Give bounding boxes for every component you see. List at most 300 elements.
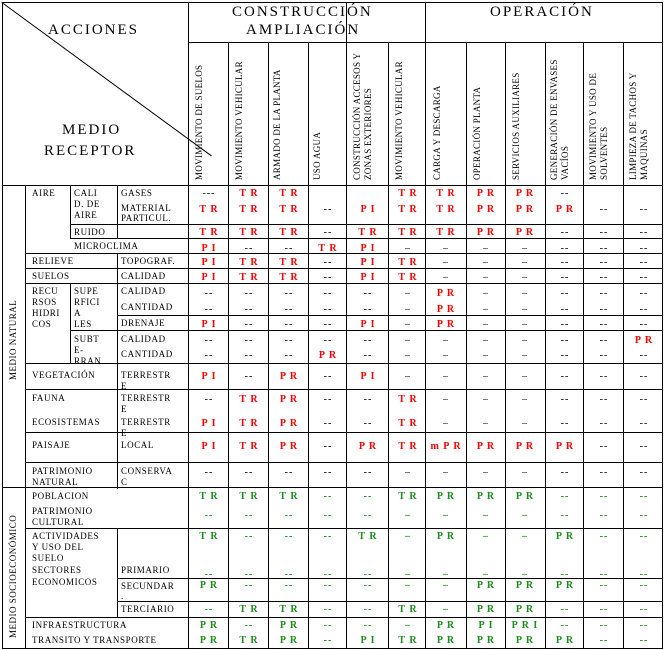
matrix-cell: T R <box>239 257 259 268</box>
matrix-cell: – <box>522 569 528 580</box>
matrix-cell: -- <box>560 319 570 330</box>
matrix-cell: -- <box>323 441 333 452</box>
matrix-cell: -- <box>639 418 649 429</box>
matrix-cell: -- <box>560 335 570 346</box>
matrix-cell: – <box>522 467 528 478</box>
matrix-cell: -- <box>244 580 254 591</box>
matrix-cell: – <box>443 371 449 382</box>
matrix-cell: -- <box>639 531 649 542</box>
matrix-cell: – <box>443 394 449 405</box>
matrix-cell: P R <box>515 188 535 199</box>
matrix-cell: -- <box>639 227 649 238</box>
matrix-cell: T R <box>199 227 219 238</box>
matrix-cell: P R <box>515 204 535 215</box>
matrix-cell: -- <box>363 288 373 299</box>
matrix-cell: – <box>405 580 411 591</box>
matrix-cell: P R <box>515 441 535 452</box>
matrix-cell: -- <box>599 510 609 521</box>
matrix-cell: -- <box>323 394 333 405</box>
matrix-cell: -- <box>599 580 609 591</box>
matrix-cell: P R <box>436 635 456 646</box>
matrix-cell: T R <box>279 204 299 215</box>
matrix-cell: – <box>522 335 528 346</box>
matrix-cell: -- <box>323 371 333 382</box>
matrix-cell: -- <box>599 227 609 238</box>
row-label-a: A <box>74 308 82 318</box>
row-label-particul: PARTICUL. <box>121 213 172 223</box>
matrix-cell: -- <box>599 604 609 615</box>
matrix-cell: – <box>443 335 449 346</box>
matrix-cell: P I <box>360 257 376 268</box>
matrix-cell: -- <box>244 319 254 330</box>
matrix-cell: T R <box>398 604 418 615</box>
matrix-cell: T R <box>398 394 418 405</box>
matrix-cell: -- <box>323 272 333 283</box>
matrix-cell: T R <box>436 204 456 215</box>
matrix-cell: P I <box>478 620 494 631</box>
row-label-terciario: TERCIARIO <box>121 604 175 614</box>
matrix-cell: -- <box>244 620 254 631</box>
matrix-cell: T R <box>398 204 418 215</box>
matrix-cell: T R <box>199 204 219 215</box>
matrix-cell: -- <box>599 304 609 315</box>
matrix-cell: T R <box>398 227 418 238</box>
row-label-cantidad-subt: CANTIDAD <box>121 349 173 359</box>
matrix-cell: T R <box>436 227 456 238</box>
row-label-pat-cult: PATRIMONIO <box>32 506 93 516</box>
matrix-cell: -- <box>560 304 570 315</box>
row-label-natural: NATURAL <box>32 477 79 487</box>
matrix-cell: T R <box>239 635 259 646</box>
matrix-cell: -- <box>639 620 649 631</box>
matrix-cell: -- <box>560 371 570 382</box>
matrix-cell: -- <box>204 467 214 478</box>
row-label-local: LOCAL <box>121 440 154 450</box>
matrix-cell: – <box>522 531 528 542</box>
row-label-aire2: AIRE <box>74 210 98 220</box>
matrix-cell: -- <box>560 604 570 615</box>
matrix-cell: T R <box>358 227 378 238</box>
matrix-cell: P R <box>515 580 535 591</box>
acciones-label: ACCIONES <box>48 22 140 38</box>
matrix-cell: P I <box>360 319 376 330</box>
row-label-infraestructura: INFRAESTRUCTURA <box>32 620 128 630</box>
matrix-cell: P R <box>279 418 299 429</box>
matrix-cell: – <box>522 257 528 268</box>
matrix-cell: -- <box>204 288 214 299</box>
matrix-cell: – <box>483 304 489 315</box>
row-label-relieve: RELIEVE <box>32 256 74 266</box>
matrix-cell: m P R <box>430 441 462 452</box>
col-header-8: OPERACIÓN PLANTA <box>472 86 482 180</box>
row-label-rsos: RSOS <box>32 297 57 307</box>
matrix-cell: – <box>483 418 489 429</box>
matrix-cell: -- <box>363 350 373 361</box>
matrix-cell: -- <box>284 304 294 315</box>
matrix-cell: -- <box>363 418 373 429</box>
matrix-cell: -- <box>204 604 214 615</box>
col-header-7: CARGA Y DESCARGA <box>432 85 442 180</box>
matrix-cell: -- <box>599 319 609 330</box>
matrix-cell: P R <box>199 620 219 631</box>
matrix-cell: – <box>443 272 449 283</box>
matrix-cell: -- <box>244 350 254 361</box>
matrix-cell: P I <box>201 257 217 268</box>
matrix-cell: P R <box>476 441 496 452</box>
matrix-cell: – <box>443 257 449 268</box>
matrix-cell: -- <box>284 510 294 521</box>
matrix-cell: – <box>522 394 528 405</box>
matrix-cell: P I <box>360 635 376 646</box>
row-label-patrimonio-natural: PATRIMONIO <box>32 466 93 476</box>
matrix-cell: T R <box>398 635 418 646</box>
matrix-cell: -- <box>599 620 609 631</box>
matrix-cell: -- <box>560 394 570 405</box>
row-label-aire: AIRE <box>32 188 56 198</box>
matrix-cell: -- <box>284 580 294 591</box>
matrix-cell: -- <box>599 418 609 429</box>
matrix-cell: – <box>483 288 489 299</box>
matrix-cell: P I <box>360 272 376 283</box>
row-label-rfici: RFICI <box>74 297 101 307</box>
matrix-cell: -- <box>639 272 649 283</box>
matrix-cell: -- <box>284 335 294 346</box>
matrix-cell: P I <box>201 418 217 429</box>
matrix-cell: -- <box>363 335 373 346</box>
matrix-cell: -- <box>560 491 570 502</box>
matrix-cell: -- <box>560 467 570 478</box>
matrix-cell: – <box>405 510 411 521</box>
matrix-cell: -- <box>244 510 254 521</box>
receptor-label: RECEPTOR <box>44 143 137 159</box>
row-label-terrestre-eco2: TERRESTR <box>121 417 171 427</box>
matrix-cell: -- <box>363 304 373 315</box>
matrix-cell: T R <box>239 604 259 615</box>
matrix-cell: -- <box>323 335 333 346</box>
matrix-cell: T R <box>239 227 259 238</box>
matrix-cell: -- <box>363 394 373 405</box>
matrix-cell: P R <box>279 371 299 382</box>
matrix-cell: -- <box>204 350 214 361</box>
matrix-cell: – <box>443 467 449 478</box>
matrix-cell: – <box>483 531 489 542</box>
row-label-terrestre-eco3: E <box>121 428 128 438</box>
matrix-cell: T R <box>318 243 338 254</box>
matrix-cell: -- <box>363 620 373 631</box>
matrix-cell: -- <box>599 243 609 254</box>
matrix-cell: T R <box>279 491 299 502</box>
matrix-cell: – <box>443 243 449 254</box>
matrix-cell: – <box>443 418 449 429</box>
matrix-cell: -- <box>363 580 373 591</box>
matrix-cell: T R <box>279 272 299 283</box>
matrix-cell: --- <box>202 188 216 199</box>
matrix-cell: -- <box>284 350 294 361</box>
matrix-cell: – <box>443 604 449 615</box>
matrix-cell: -- <box>639 319 649 330</box>
matrix-cell: -- <box>204 335 214 346</box>
col-header-5: CONSTRUCCIÓN ACCESOS Y ZONAS EXTERIORES <box>352 53 373 180</box>
matrix-cell: – <box>483 257 489 268</box>
col-header-6: MOVIMIENTO VEHICULAR <box>394 61 404 180</box>
matrix-cell: P I <box>201 319 217 330</box>
matrix-cell: T R <box>398 188 418 199</box>
matrix-cell: – <box>522 319 528 330</box>
matrix-cell: -- <box>323 531 333 542</box>
matrix-cell: T R <box>239 441 259 452</box>
matrix-cell: -- <box>639 604 649 615</box>
row-label-primario: PRIMARIO <box>121 565 170 575</box>
matrix-cell: P R <box>555 635 575 646</box>
matrix-cell: – <box>405 288 411 299</box>
matrix-cell: – <box>405 350 411 361</box>
row-label-uso-suelo: Y USO DEL <box>32 542 84 552</box>
matrix-cell: – <box>483 272 489 283</box>
construccion-header: CONSTRUCCIÓN <box>232 4 373 20</box>
matrix-cell: P R <box>279 441 299 452</box>
matrix-cell: P R <box>515 227 535 238</box>
matrix-cell: – <box>522 418 528 429</box>
matrix-cell: -- <box>323 257 333 268</box>
matrix-cell: -- <box>244 467 254 478</box>
matrix-cell: -- <box>599 204 609 215</box>
matrix-cell: T R <box>398 491 418 502</box>
row-label-cos: COS <box>32 319 52 329</box>
matrix-cell: -- <box>599 335 609 346</box>
matrix-cell: – <box>405 304 411 315</box>
col-header-1: MOVIMIENTO DE SUELOS <box>194 64 204 180</box>
row-label-cantidad-sup: CANTIDAD <box>121 302 173 312</box>
matrix-cell: P R <box>318 350 338 361</box>
matrix-cell: – <box>483 371 489 382</box>
matrix-cell: -- <box>244 288 254 299</box>
matrix-cell: -- <box>560 620 570 631</box>
matrix-cell: – <box>483 510 489 521</box>
matrix-cell: -- <box>244 304 254 315</box>
matrix-cell: -- <box>639 394 649 405</box>
matrix-cell: T R <box>358 531 378 542</box>
matrix-cell: T R <box>279 227 299 238</box>
matrix-cell: T R <box>239 394 259 405</box>
matrix-cell: -- <box>323 227 333 238</box>
row-label-fauna: FAUNA <box>32 393 66 403</box>
matrix-cell: P I <box>360 371 376 382</box>
matrix-cell: -- <box>639 580 649 591</box>
operacion-header: OPERACIÓN <box>490 4 594 20</box>
matrix-cell: -- <box>560 188 570 199</box>
matrix-cell: -- <box>284 531 294 542</box>
matrix-cell: -- <box>284 467 294 478</box>
matrix-cell: P R <box>279 394 299 405</box>
matrix-cell: -- <box>284 569 294 580</box>
row-label-hidri: HIDRI <box>32 308 60 318</box>
row-label-e: E- <box>74 345 84 355</box>
row-label-terrestre-eco: E <box>121 404 128 414</box>
matrix-cell: -- <box>323 635 333 646</box>
row-label-terrestre-veg: TERRESTR <box>121 370 171 380</box>
matrix-cell: T R <box>436 188 456 199</box>
matrix-cell: -- <box>323 569 333 580</box>
matrix-cell: -- <box>204 394 214 405</box>
row-label-terrestre-veg-e: E <box>121 381 128 391</box>
matrix-cell: – <box>405 371 411 382</box>
matrix-cell: -- <box>599 257 609 268</box>
medio-label: MEDIO <box>62 122 122 138</box>
row-label-ecosistemas: ECOSISTEMAS <box>32 417 101 427</box>
matrix-cell: – <box>483 467 489 478</box>
matrix-cell: -- <box>560 257 570 268</box>
col-header-10: GENERACIÓN DE ENVASES VACÍOS <box>549 59 570 180</box>
row-label-vegetacion: VEGETACIÓN <box>32 370 96 380</box>
matrix-cell: -- <box>560 418 570 429</box>
matrix-cell: P R <box>555 204 575 215</box>
matrix-cell: -- <box>639 491 649 502</box>
matrix-cell: T R <box>239 204 259 215</box>
matrix-cell: -- <box>560 350 570 361</box>
matrix-cell: – <box>405 335 411 346</box>
matrix-cell: P R <box>279 620 299 631</box>
matrix-cell: -- <box>244 335 254 346</box>
matrix-cell: – <box>443 350 449 361</box>
matrix-cell: T R <box>398 441 418 452</box>
matrix-cell: -- <box>204 304 214 315</box>
medio-socioeconomico-label: MEDIO SOCIOECONÓMICO <box>8 514 18 638</box>
row-label-suelo: SUELO <box>32 553 64 563</box>
matrix-cell: -- <box>323 467 333 478</box>
matrix-cell: -- <box>560 569 570 580</box>
matrix-cell: – <box>443 510 449 521</box>
matrix-cell: -- <box>599 394 609 405</box>
matrix-cell: -- <box>639 243 649 254</box>
matrix-cell: -- <box>639 371 649 382</box>
matrix-cell: P R <box>476 188 496 199</box>
matrix-cell: P R <box>436 319 456 330</box>
matrix-cell: – <box>522 350 528 361</box>
row-label-calid: CALI <box>74 188 98 198</box>
matrix-cell: P R <box>476 604 496 615</box>
row-label-cultural: CULTURAL <box>32 517 84 527</box>
row-label-paisaje: PAISAJE <box>32 440 71 450</box>
matrix-cell: -- <box>323 491 333 502</box>
matrix-cell: P R <box>436 288 456 299</box>
matrix-cell: – <box>483 335 489 346</box>
row-label-subt: SUBT <box>74 334 100 344</box>
matrix-cell: -- <box>323 319 333 330</box>
matrix-cell: P R <box>436 304 456 315</box>
matrix-cell: – <box>483 243 489 254</box>
matrix-cell: – <box>522 288 528 299</box>
matrix-cell: P R <box>358 441 378 452</box>
row-label-transito: TRANSITO Y TRANSPORTE <box>32 635 157 645</box>
matrix-cell: P I <box>360 243 376 254</box>
matrix-cell: -- <box>244 531 254 542</box>
matrix-cell: -- <box>599 635 609 646</box>
matrix-cell: P R <box>476 635 496 646</box>
row-label-topograf: TOPOGRAF. <box>121 256 176 266</box>
matrix-cell: P R <box>515 604 535 615</box>
matrix-cell: -- <box>639 288 649 299</box>
col-header-3: ARMADO DE LA PLANTA <box>272 69 282 180</box>
matrix-cell: -- <box>599 350 609 361</box>
matrix-cell: T R <box>398 418 418 429</box>
matrix-cell: -- <box>599 467 609 478</box>
matrix-cell: -- <box>639 441 649 452</box>
ampliacion-header: AMPLIACIÓN <box>246 22 361 38</box>
matrix-cell: -- <box>599 441 609 452</box>
col-header-2: MOVIMIENTO VEHICULAR <box>234 61 244 180</box>
matrix-cell: -- <box>323 418 333 429</box>
row-label-material: MATERIAL <box>121 203 172 213</box>
row-label-terrestre-fauna: TERRESTR <box>121 393 171 403</box>
matrix-cell: -- <box>204 569 214 580</box>
matrix-cell: T R <box>199 531 219 542</box>
col-header-4: USO AGUA <box>312 131 322 180</box>
matrix-cell: -- <box>323 288 333 299</box>
row-label-gases: GASES <box>121 188 153 198</box>
matrix-cell: P R <box>555 441 575 452</box>
matrix-cell: -- <box>560 510 570 521</box>
matrix-cell: – <box>522 510 528 521</box>
matrix-cell: T R <box>398 272 418 283</box>
matrix-cell: T R <box>398 257 418 268</box>
matrix-cell: P R <box>199 635 219 646</box>
matrix-cell: -- <box>560 288 570 299</box>
matrix-cell: P R <box>476 204 496 215</box>
matrix-cell: -- <box>639 510 649 521</box>
row-label-sectores: SECTORES <box>32 565 82 575</box>
matrix-cell: P R <box>279 635 299 646</box>
matrix-cell: T R <box>239 491 259 502</box>
row-label-dot: . <box>121 591 124 601</box>
matrix-cell: -- <box>323 510 333 521</box>
matrix-cell: P R <box>634 335 654 346</box>
matrix-cell: -- <box>560 272 570 283</box>
matrix-cell: P I <box>201 441 217 452</box>
row-label-d-de: D. DE <box>74 199 100 209</box>
row-label-calidad-sup: CALIDAD <box>121 286 166 296</box>
matrix-cell: T R <box>239 272 259 283</box>
row-label-actividades: ACTIVIDADES <box>32 531 100 541</box>
matrix-cell: -- <box>639 257 649 268</box>
matrix-cell: – <box>522 243 528 254</box>
matrix-cell: -- <box>284 319 294 330</box>
matrix-cell: -- <box>639 569 649 580</box>
row-label-recu: RECU <box>32 286 59 296</box>
matrix-cell: – <box>443 580 449 591</box>
matrix-cell: -- <box>363 510 373 521</box>
matrix-cell: -- <box>244 371 254 382</box>
matrix-cell: -- <box>560 243 570 254</box>
matrix-cell: P R I <box>511 620 539 631</box>
row-label-calidad-subt: CALIDAD <box>121 334 166 344</box>
row-label-drenaje: DRENAJE <box>121 318 166 328</box>
matrix-cell: -- <box>284 243 294 254</box>
matrix-cell: -- <box>599 371 609 382</box>
matrix-cell: – <box>522 272 528 283</box>
matrix-cell: – <box>522 304 528 315</box>
matrix-cell: -- <box>323 204 333 215</box>
matrix-cell: T R <box>279 604 299 615</box>
matrix-cell: -- <box>363 569 373 580</box>
col-header-12: LIMPIEZA DE TACHOS Y MAQUINAS <box>628 72 649 180</box>
row-label-economicos: ECONOMICOS <box>32 577 98 587</box>
matrix-cell: T R <box>279 188 299 199</box>
matrix-cell: – <box>405 531 411 542</box>
matrix-cell: T R <box>279 257 299 268</box>
matrix-cell: -- <box>599 272 609 283</box>
matrix-cell: T R <box>199 491 219 502</box>
matrix-cell: -- <box>363 467 373 478</box>
